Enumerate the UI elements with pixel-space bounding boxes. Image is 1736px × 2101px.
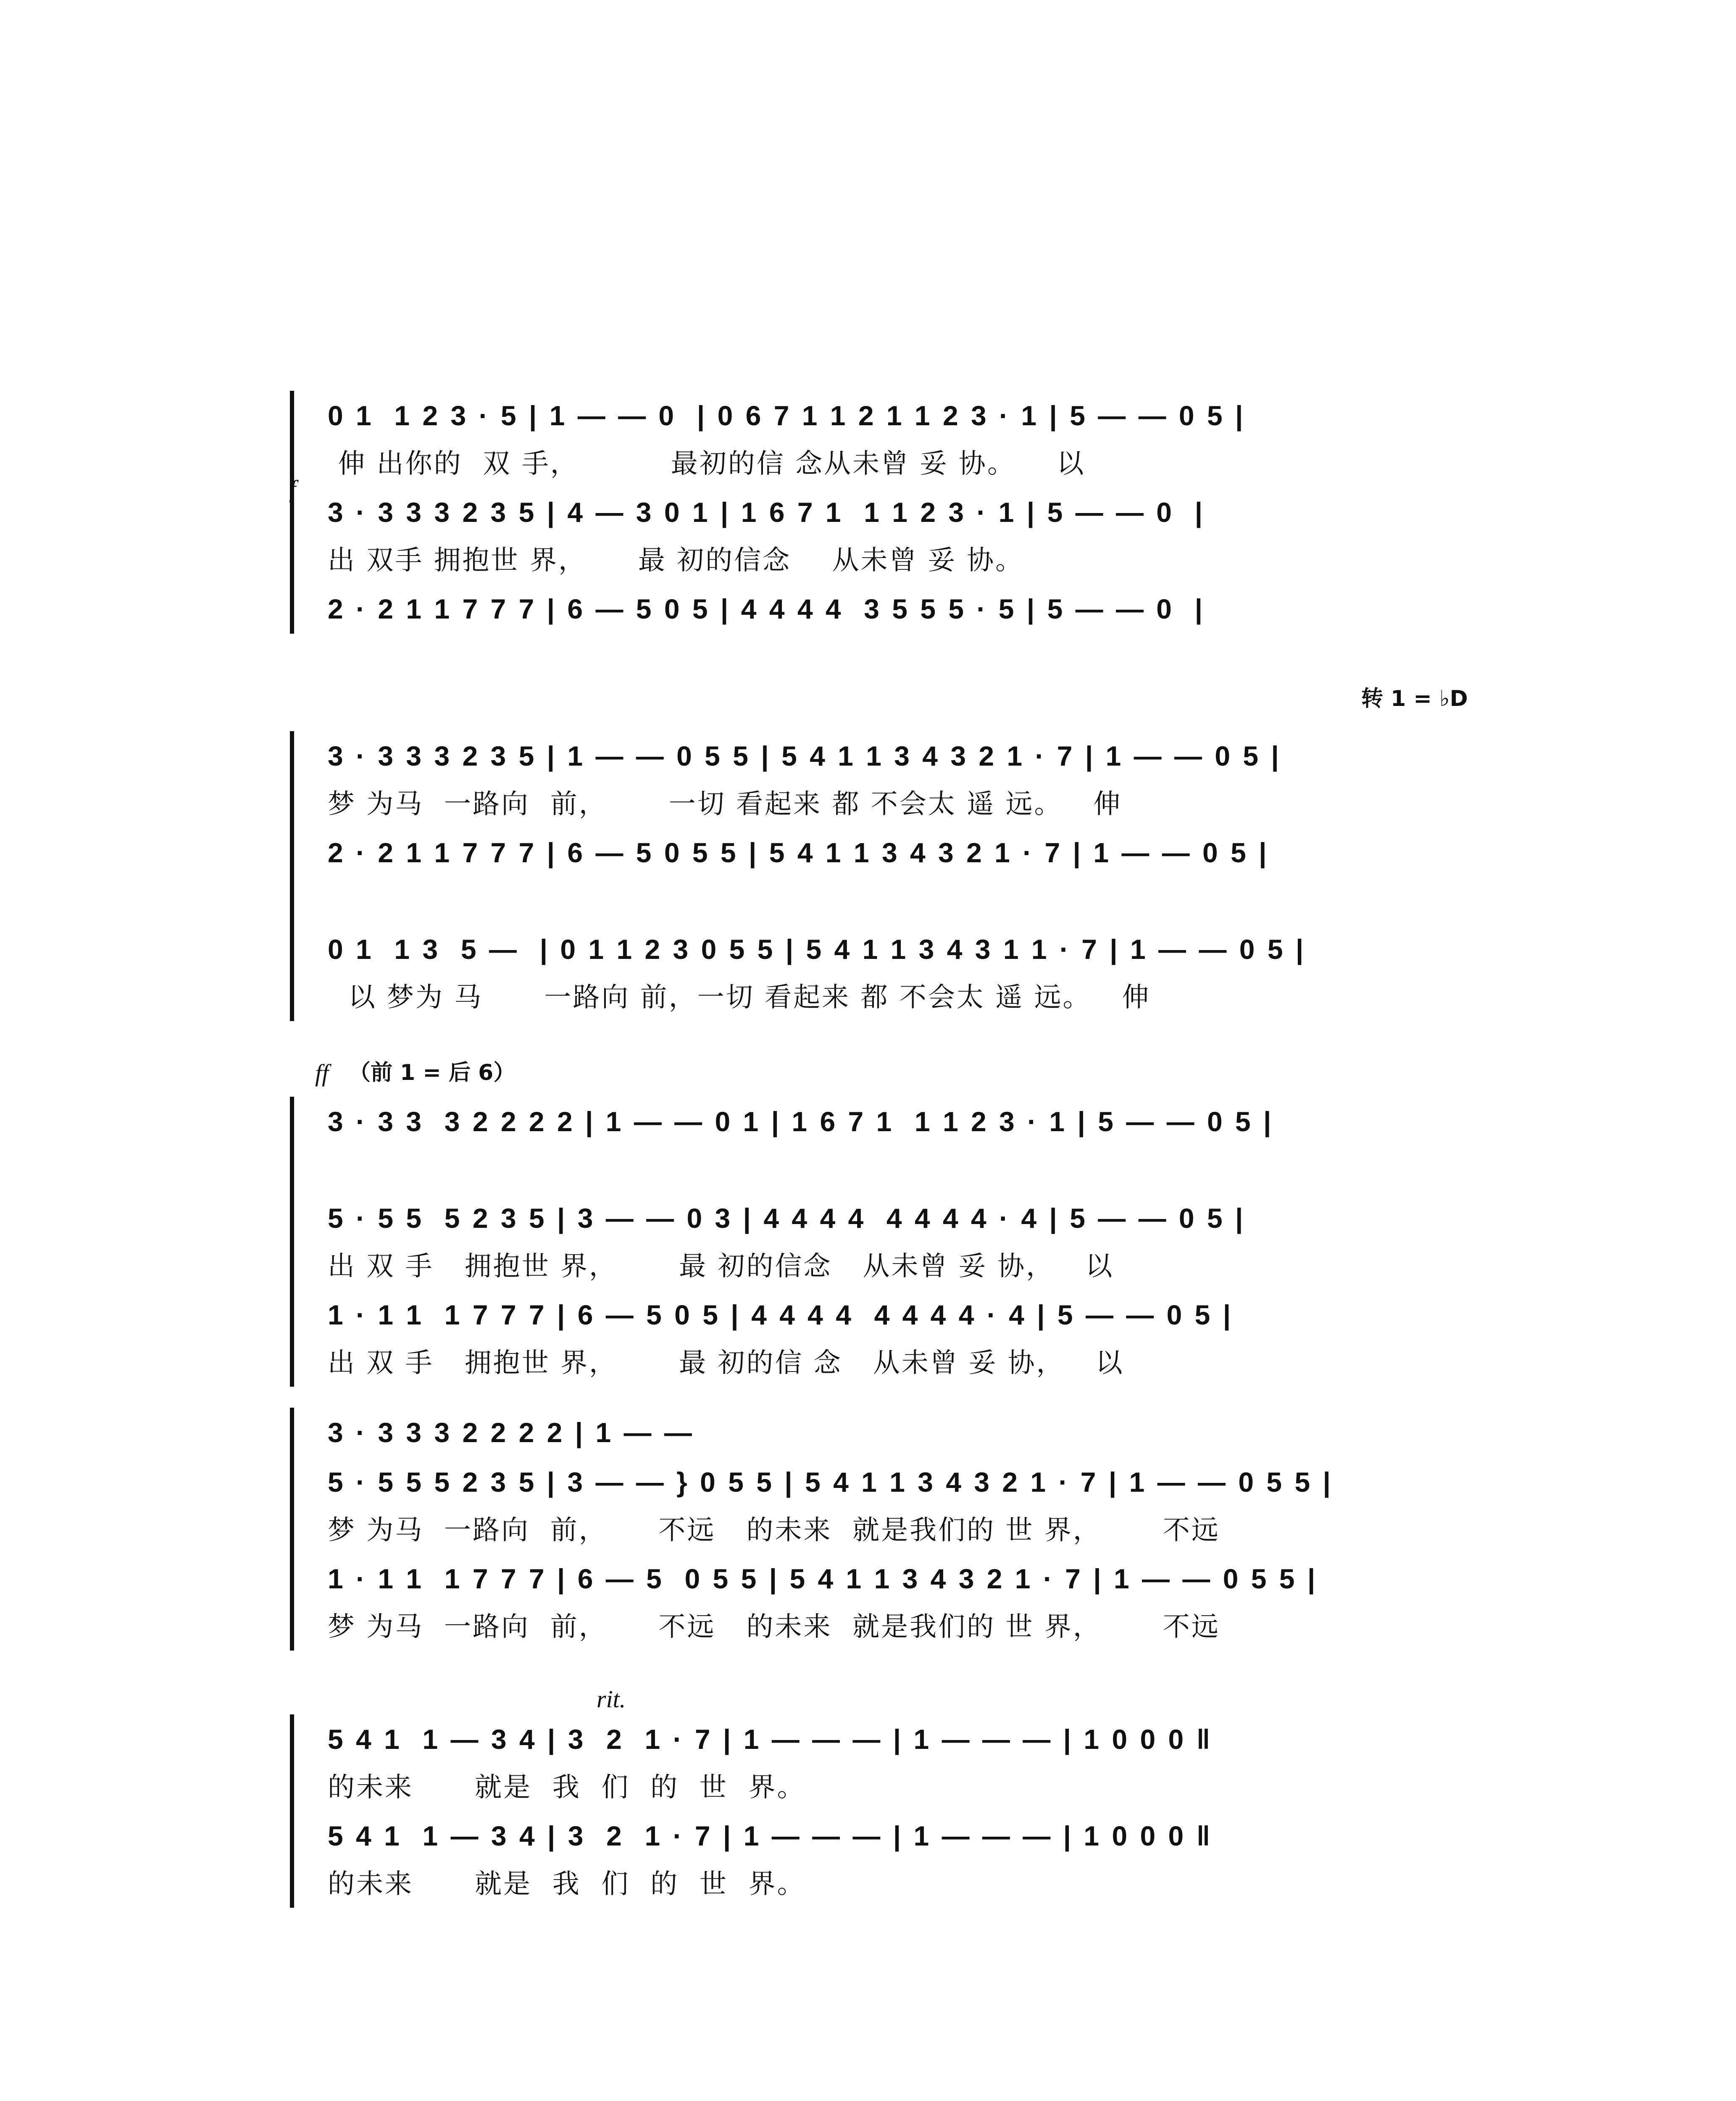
staff-notes: 5 · 5 5 5 2 3 5 | 3 — — } 0 5 5 | 5 4 1 1 3 4 3 2 1 · 7 | 1 — — 0 5 5 | bbox=[328, 1466, 1333, 1498]
staff-notes: 0 1 1 3 5 — | 0 1 1 2 3 0 5 5 | 5 4 1 1 3 4 3 1 1 · 7 | 1 — — 0 5 | bbox=[328, 934, 1306, 965]
tempo-marking: rit. bbox=[597, 1685, 626, 1713]
lyric-line: 梦 为马 一路向 前， 不远 的未来 就是我们的 世 界， 不远 bbox=[328, 1515, 1220, 1546]
lyric-line: 伸 出你的 双 手， 最初的信 念从未曾 妥 协。 以 bbox=[328, 448, 1086, 479]
lyric-line bbox=[294, 1146, 1470, 1193]
staff-notes: 5 4 1 1 — 3 4 | 3 2 1 · 7 | 1 — — — | 1 — — — | 1 0 0 0 ‖ bbox=[328, 1820, 1213, 1851]
lyric-line bbox=[294, 877, 1470, 924]
modulation-note: （前 1 = 后 6） bbox=[349, 1060, 516, 1085]
lyric-line: 的未来 就是 我 们 的 世 界。 bbox=[328, 1772, 806, 1803]
system-5 bbox=[290, 1714, 1472, 1908]
staff-notes: 3 · 3 3 3 2 2 2 2 | 1 — — bbox=[328, 1417, 694, 1448]
lyric-line: 梦 为马 一路向 前， 一切 看起来 都 不会太 遥 远。 伸 bbox=[328, 789, 1122, 820]
system-3 bbox=[290, 1097, 1472, 1387]
staff-notes: 0 1 1 2 3 · 5 | 1 — — 0 | 0 6 7 1 1 2 1 1 2 3 · 1 | 5 — — 0 5 | bbox=[328, 400, 1246, 431]
system-4 bbox=[290, 1408, 1472, 1651]
staff-notes: 2 · 2 1 1 7 7 7 | 6 — 5 0 5 5 | 5 4 1 1 3 4 3 2 1 · 7 | 1 — — 0 5 | bbox=[328, 837, 1269, 868]
staff-notes: 1 · 1 1 1 7 7 7 | 6 — 5 0 5 | 4 4 4 4 4 4 4 4 · 4 | 5 — — 0 5 | bbox=[328, 1299, 1234, 1330]
staff-notes: 3 · 3 3 3 2 3 5 | 4 — 3 0 1 | 1 6 7 1 1 1 2 3 · 1 | 5 — — 0 | bbox=[328, 497, 1205, 528]
key-change-label: 转 1 = ♭D bbox=[1361, 686, 1468, 711]
lyric-line: 出 双手 拥抱世 界， 最 初的信念 从未曾 妥 协。 bbox=[328, 545, 1024, 576]
staff-notes: 3 · 3 3 3 2 2 2 2 | 1 — — 0 1 | 1 6 7 1 1 1 2 3 · 1 | 5 — — 0 5 | bbox=[328, 1106, 1274, 1137]
system-2 bbox=[290, 731, 1472, 1021]
lyric-line: 梦 为马 一路向 前， 不远 的未来 就是我们的 世 界， 不远 bbox=[328, 1611, 1220, 1643]
staff-notes: 5 4 1 1 — 3 4 | 3 2 1 · 7 | 1 — — — | 1 — — — | 1 0 0 0 ‖ bbox=[328, 1724, 1213, 1755]
lyric-line: 出 双 手 拥抱世 界， 最 初的信 念 从未曾 妥 协， 以 bbox=[328, 1348, 1124, 1379]
system-1 bbox=[290, 391, 1472, 634]
staff-notes: 1 · 1 1 1 7 7 7 | 6 — 5 0 5 5 | 5 4 1 1 3 4 3 2 1 · 7 | 1 — — 0 5 5 | bbox=[328, 1563, 1318, 1594]
lyric-line: 的未来 就是 我 们 的 世 界。 bbox=[328, 1869, 806, 1900]
staff-notes: 5 · 5 5 5 2 3 5 | 3 — — 0 3 | 4 4 4 4 4 4 4 4 · 4 | 5 — — 0 5 | bbox=[328, 1203, 1246, 1234]
staff-notes: 2 · 2 1 1 7 7 7 | 6 — 5 0 5 | 4 4 4 4 3 5 5 5 · 5 | 5 — — 0 | bbox=[328, 593, 1205, 624]
dynamic-marking: ff bbox=[315, 1059, 329, 1087]
lyric-line: 出 双 手 拥抱世 界， 最 初的信念 从未曾 妥 协， 以 bbox=[328, 1251, 1114, 1282]
lyric-line: 以 梦为 马 一路向 前，一切 看起来 都 不会太 遥 远。 伸 bbox=[328, 982, 1151, 1013]
dynamic-marking: f bbox=[289, 475, 296, 503]
staff-notes: 3 · 3 3 3 2 3 5 | 1 — — 0 5 5 | 5 4 1 1 3 4 3 2 1 · 7 | 1 — — 0 5 | bbox=[328, 740, 1281, 771]
